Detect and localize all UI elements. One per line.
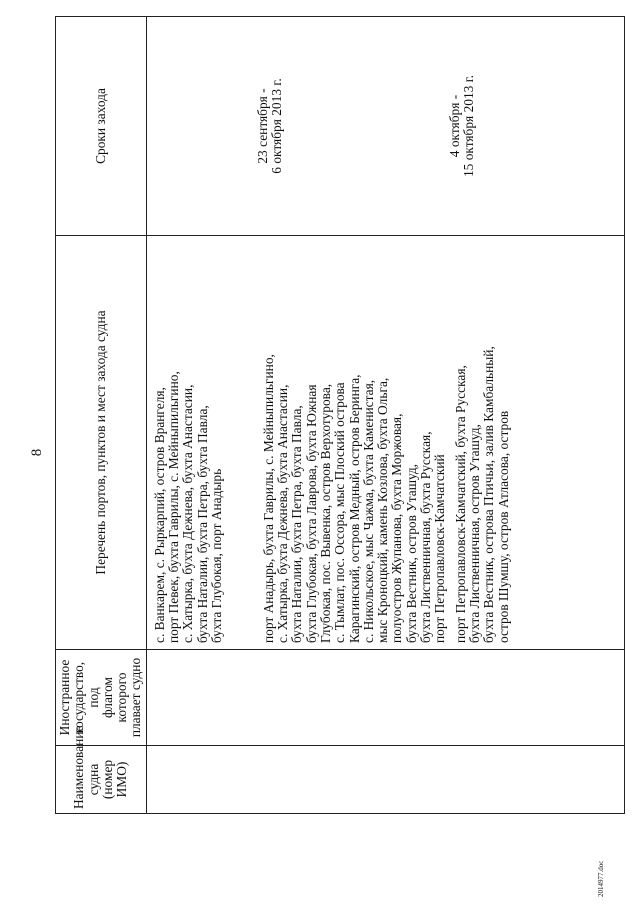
- table-row: [256, 17, 448, 814]
- header-vessel-name: Наименование судна (номер ИМО): [56, 746, 147, 814]
- cell-visit-dates: 4 октября - 15 октября 2013 г.: [448, 17, 625, 236]
- header-flag-state: Иностранное государство, под флагом которого плавает судно: [56, 650, 147, 746]
- cell-flag-state: [256, 650, 448, 746]
- page-number: 8: [29, 448, 45, 457]
- table-body: [146, 17, 624, 814]
- cell-ports-list: с. Ванкарем, с. Рыркарпий, остров Врангеля, порт Певек, бухта Гаврилы, с. Мейныпильгино, с. Хатырка, бухта Дежнева, бухта Анастасии, бухта Наталии, бухта Петра, бухта Павла, бухта Глубокая, порт Анадырь: [146, 236, 256, 650]
- cell-flag-state: [448, 650, 625, 746]
- cell-ports-list: порт Петропавловск-Камчатский, бухта Русская, бухта Лиственничная, остров Уташуд, бухта Вестник, острова Птичьи, залив Камбальный, остров Шумшу, остров Атласова, остров: [448, 236, 625, 650]
- table-header: [56, 17, 147, 814]
- document-filename: 2014977.doc: [597, 860, 605, 897]
- cell-vessel: [256, 746, 448, 814]
- cell-vessel: [448, 746, 625, 814]
- cell-visit-dates: [146, 17, 256, 236]
- header-row: [56, 17, 147, 814]
- cell-ports-list: порт Анадырь, бухта Гаврилы, с. Мейныпильгино, с. Хатырка, бухта Дежнева, бухта Анастасии, бухта Наталии, бухта Петра, бухта Павла, бухта Глубокая, бухта Лаврова, бухта Южная Глубокая, пос. Вывенка, остров Верхотурова, с. Тымлат, пос. Оссора, мыс Плоский острова Карагинский, остров Медный, остров Беринга, с. Никольское, мыс Чажма, бухта Каменистая, мыс Кроноцкий, камень Козлова, бухта Ольга, полуостров Жупанова, бухта Моржовая, бухта Вестник, остров Уташуд, бухта Лиственничная, бухта Русская, порт Петропавловск-Камчатский: [256, 236, 448, 650]
- table-row: [448, 17, 625, 814]
- cell-vessel: [146, 746, 256, 814]
- ports-schedule-table: [55, 16, 625, 814]
- table-row: [146, 17, 256, 814]
- cell-visit-dates: 23 сентября - 6 октября 2013 г.: [256, 17, 448, 236]
- header-visit-dates: Сроки захода: [56, 17, 147, 236]
- cell-flag-state: [146, 650, 256, 746]
- header-ports-list: Перечень портов, пунктов и мест захода судна: [56, 236, 147, 650]
